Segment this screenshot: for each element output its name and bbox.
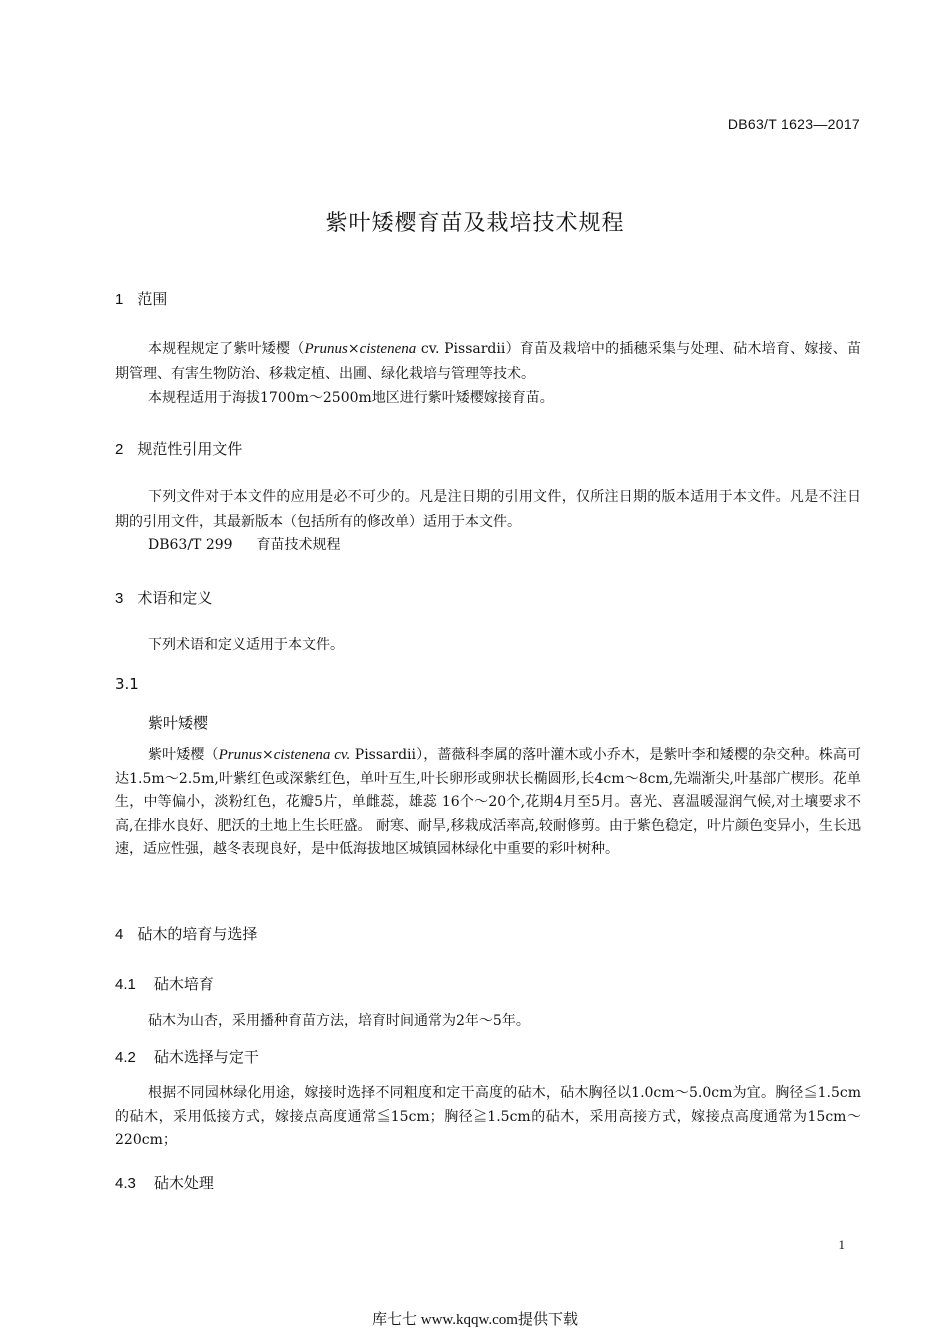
terms-intro: 下列术语和定义适用于本文件。 [148,637,344,653]
term-name: 紫叶矮樱 [148,714,209,732]
section-number: 3 [115,590,124,607]
subsection-4-1-heading [115,973,214,994]
section-number: 4.1 [115,976,136,993]
section-1-heading [115,288,167,309]
section-title: 规范性引用文件 [137,440,243,458]
section-title: 砧木培育 [153,975,214,993]
standard-code: DB63/T 1623—2017 [727,116,860,132]
section-number: 4 [115,926,124,943]
section-number: 4.3 [115,1175,136,1192]
page-number: 1 [838,1237,845,1252]
section-title: 术语和定义 [137,589,213,607]
subsection-3-1-number: 3.1 [115,675,139,693]
section-title: 范围 [137,290,168,308]
section-number: 1 [115,291,124,308]
section-number: 4.2 [115,1049,136,1066]
subsection-4-3-heading [115,1172,214,1193]
reference-code: DB63/T 299 [148,537,233,553]
section-4-heading [115,923,257,944]
references-paragraph: 下列文件对于本文件的应用是必不可少的。凡是注日期的引用文件，仅所注日期的版本适用于本文件。凡是不注日期的引用文件，其最新版本（包括所有的修改单）适用于本文件。 [115,489,861,530]
section-2-heading [115,438,242,459]
rootstock-cultivation-paragraph: 砧木为山杏，采用播种育苗方法，培育时间通常为2年～5年。 [148,1013,530,1029]
reference-title: 育苗技术规程 [256,537,341,553]
section-number: 2 [115,441,124,458]
section-3-heading [115,587,212,608]
subsection-4-2-heading [115,1046,259,1067]
section-title: 砧木处理 [153,1174,214,1192]
rootstock-selection-paragraph: 根据不同园林绿化用途，嫁接时选择不同粗度和定干高度的砧木，砧木胸径以1.0cm～5.0cm为宜。胸径≦1.5cm的砧木，采用低接方式，嫁接点高度通常≦15cm；胸径≧1.5cm的砧木，采用高接方式，嫁接点高度通常为15cm～220cm； [115,1085,861,1148]
reference-entry [148,534,341,554]
section-title: 砧木选择与定干 [153,1048,259,1066]
section-title: 砧木的培育与选择 [137,925,258,943]
document-title: 紫叶矮樱育苗及栽培技术规程 [325,211,625,236]
scope-paragraph-1: 本规程规定了紫叶矮樱（Prunus×cistenena cv. Pissardii）育苗及栽培中的插穗采集与处理、砧木培育、嫁接、苗期管理、有害生物防治、移栽定植、出圃、绿化栽培与管理等技术。 [115,341,862,382]
scope-paragraph-2: 本规程适用于海拔1700m～2500m地区进行紫叶矮樱嫁接育苗。 [148,390,554,406]
term-definition: 紫叶矮樱（Prunus×cistenena cv. Pissardii），蔷薇科李属的落叶灌木或小乔木，是紫叶李和矮樱的杂交种。株高可达1.5m～2.5m,叶紫红色或深紫红色，单叶互生,叶长卵形或卵状长椭圆形,长4cm～8cm,先端渐尖,叶基部广楔形。花单生，中等偏小，淡粉红色，花瓣5片，单雌蕊，雄蕊 16个～20个,花期4月至5月。喜光、喜温暖湿润气候,对土壤要求不高,在排水良好、肥沃的土地上生长旺盛。 耐寒、耐旱,移栽成活率高,较耐修剪。由于紫色稳定，叶片颜色变异小，生长迅速，适应性强，越冬表现良好，是中低海拔地区城镇园林绿化中重要的彩叶树种。 [115,747,862,857]
download-footer: 库七七 www.kqqw.com提供下载 [372,1312,578,1328]
